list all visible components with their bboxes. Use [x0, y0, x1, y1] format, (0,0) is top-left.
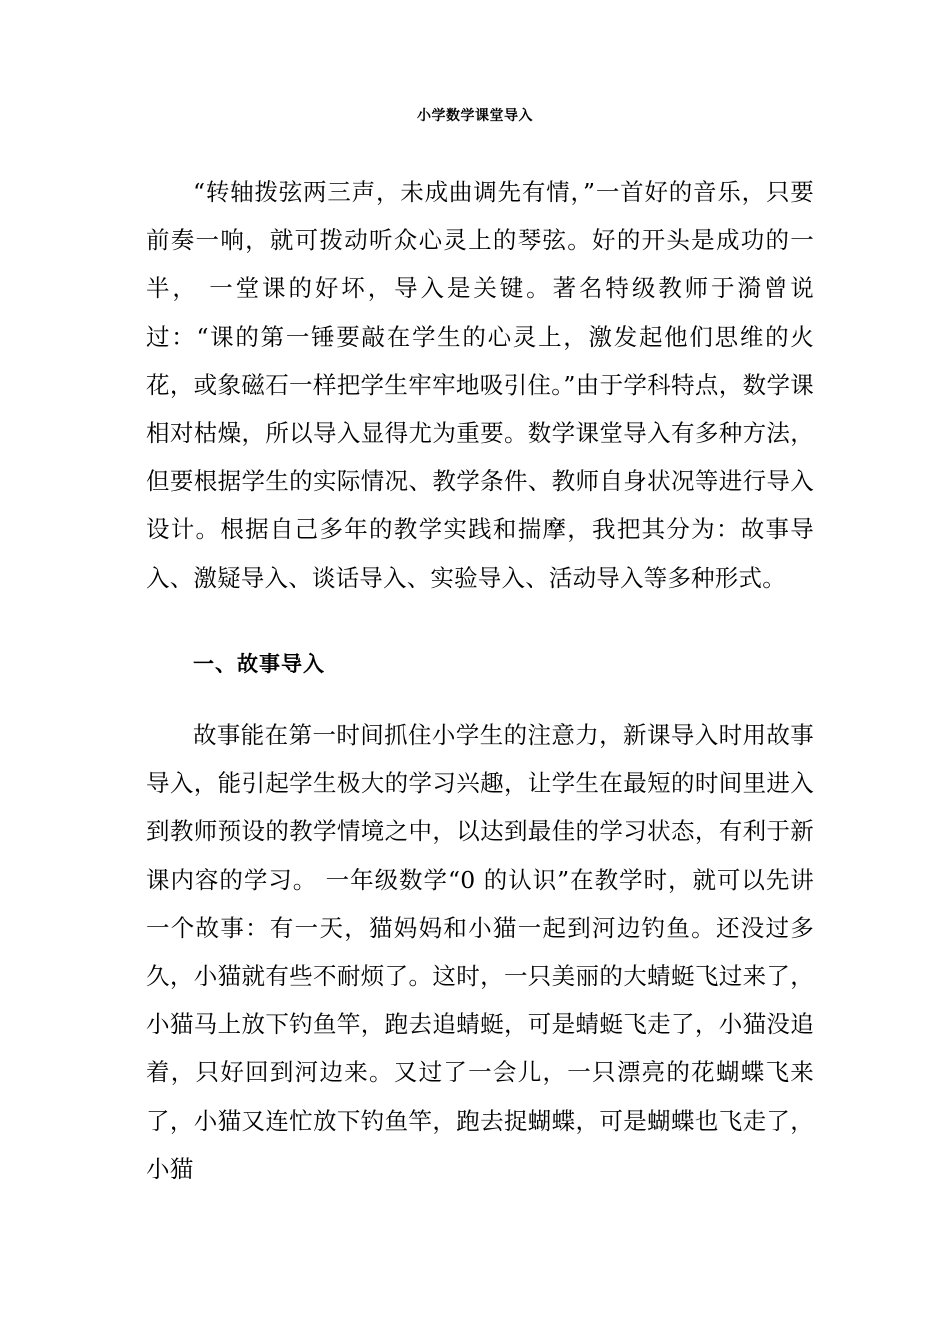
section-paragraph-story-intro: 故事能在第一时间抓住小学生的注意力，新课导入时用故事导入，能引起学生极大的学习兴趣，让学生在最短的时间里进入到教师预设的教学情境之中，以达到最佳的学习状态，有利于新课内容的学习。 一年级数学“0 的认识”在教学时，就可以先讲一个故事：有一天，猫妈妈和小猫一起到河边钓鱼。还没过多久，小猫就有些不耐烦了。这时，一只美丽的大蜻蜓飞过来了，小猫马上放下钓鱼竿，跑去追蜻蜓，可是蜻蜓飞走了，小猫没追着，只好回到河边来。又过了一会儿，一只漂亮的花蝴蝶飞来了，小猫又连忙放下钓鱼竿，跑去捉蝴蝶，可是蝴蝶也飞走了，小猫 [146, 721, 814, 1183]
intro-paragraph: “转轴拨弦两三声，未成曲调先有情，”一首好的音乐，只要前奏一响，就可拨动听众心灵上的琴弦。好的开头是成功的一半， 一堂课的好坏，导入是关键。著名特级教师于漪曾说过：“课的第一锤要敲在学生的心灵上，激发起他们思维的火花，或象磁石一样把学生牢牢地吸引住。”由于学科特点，数学课相对枯燥，所以导入显得尤为重要。数学课堂导入有多种方法，但要根据学生的实际情况、教学条件、教师自身状况等进行导入设计。根据自己多年的教学实践和揣摩，我把其分为：故事导入、激疑导入、谈话导入、实验导入、活动导入等多种形式。 [146, 178, 814, 592]
section-heading-story-intro: 一、故事导入 [193, 652, 325, 676]
document-title: 小学数学课堂导入 [417, 108, 533, 124]
